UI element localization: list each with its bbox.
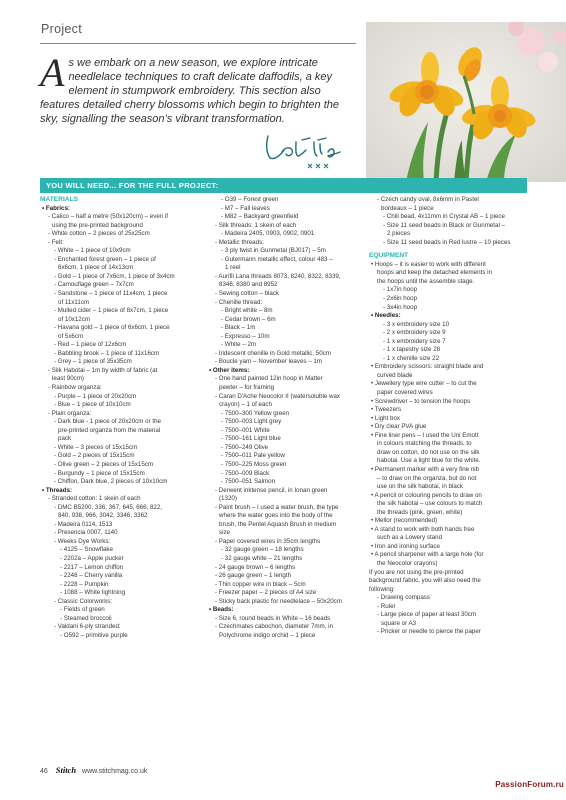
signature-text: Laetitia xxx [262,130,268,131]
list-item: - Fields of green [60,606,105,614]
list-item: - Grey – 1 piece of 35x35cm [54,358,132,366]
list-item: - 32 gauge green – 18 lengths [221,546,304,554]
list-item: - Red – 1 piece of 12x6cm [54,341,127,349]
list-item: • Permanent marker with a very fine nib [371,465,480,473]
list-item: pre-printed organza from the material [58,426,161,434]
list-item: - 1x7in hoop [383,286,418,294]
section-label: Project [41,22,83,36]
flower-photo [366,22,566,182]
list-item: - Olive green – 2 pieces of 15x15cm [54,460,154,468]
list-item: - 3 x embroidery size 10 [383,320,450,328]
list-item: - Plain organza: [48,409,92,417]
list-item: - Caran D'Ache Neocolor II (watersoluble wax [215,392,340,400]
list-item: - Chili bead, 4x11mm in Crystal AB – 1 piece [383,213,505,221]
list-item: - Rainbow organza: [48,384,102,392]
list-item: - DMC B5200, 336, 367, 645, 666, 822, [54,503,163,511]
list-item: where the water goes into the body of the [219,512,333,520]
materials-column-2 [207,196,365,640]
list-item: - Babbling brook – 1 piece of 11x16cm [54,349,160,357]
list-item: • Dry clear PVA glue [371,423,427,431]
section-heading: MATERIALS [40,196,78,203]
list-item: • Other items: [209,366,250,374]
list-item: - Boucle yarn – November leaves – 1m [215,358,322,366]
list-item: Polychrome indigo orchid – 1 piece [219,631,316,639]
list-item: background fabric, you will also need the [369,577,481,585]
list-item: • Jewellery type wire cutter – to cut the [371,380,477,388]
list-item: • A pencil sharpener with a large hole (for [371,551,484,559]
list-item: of 11x11cm [58,298,90,306]
list-item: - Madeira 2405, 0903, 0902, 0901 [221,230,315,238]
list-item: - Camouflage green – 7x7cm [54,281,134,289]
list-item: hoops and keep the detached elements in [377,269,492,277]
list-item: - Gutermann metallic effect, colour 483 – [221,255,333,263]
list-item: draw on cotton, do not use on the silk [377,448,480,456]
list-item: • A pencil or colouring pencils to draw on [371,491,482,499]
list-item: If you are not using the pre-printed [369,568,464,576]
list-item: - 2x6in hoop [383,295,418,303]
list-item: - 3x4in hoop [383,303,418,311]
list-item: • Fine liner pens – I used the Uni Emott [371,431,479,439]
list-item: - 2248 – Cherry vanilla [60,572,123,580]
list-item: - 4125 – Snowflake [60,546,113,554]
list-item: - Calico – half a metre (50x120cm) – even if [48,213,169,221]
list-item: pack [58,435,72,443]
list-item: - Pricker or needle to pierce the paper [377,628,481,636]
list-item: - Size 6, round beads in White – 16 beads [215,614,331,622]
list-item: - 2202a – Apple pucker [60,554,124,562]
site-url[interactable]: www.stitchmag.co.uk [82,768,148,775]
list-item: - Blue – 1 piece of 10x10cm [54,401,131,409]
needs-bar: YOU WILL NEED... FOR THE FULL PROJECT: [40,178,527,193]
list-item: - Freezer paper – 2 pieces of A4 size [215,589,317,597]
list-item: of 10x12cm [58,315,90,323]
brand-logo: Stitch [55,765,77,775]
list-item: - Havana gold – 1 piece of 6x6cm, 1 piece [54,324,170,332]
list-item: - Large piece of paper at least 30cm [377,611,477,619]
list-item: the threads (pink, green, white) [377,508,463,516]
list-item: - Gold – 2 pieces of 15x15cm [54,452,135,460]
list-item: - Aurifil Lana threads 8073, 8240, 8322, 8339, [215,272,341,280]
list-item: - Classic Colorworks: [54,597,113,605]
list-item: - 7500–249 Olive [221,443,269,451]
list-item: • Mellor (recommended) [371,517,438,525]
list-item: • Beads: [209,606,234,614]
list-item: - Expresso – 10m [221,332,270,340]
list-item: the Neocolor crayons) [377,559,438,567]
list-item: - Stranded cotton: 1 skein of each [48,495,141,503]
list-item: - Valdani 6-ply stranded: [54,623,121,631]
list-item: - 7500–051 Salmon [221,478,276,486]
list-item: - Sewing cotton – black [215,290,279,298]
list-item: 2 pieces [387,230,411,238]
header-rule [40,43,356,44]
page-footer [40,765,147,775]
list-item: - 2217 – Lemon chiffon [60,563,124,571]
list-item: • Embroidery scissors: straight blade and [371,363,484,371]
list-item: • Light box [371,414,400,422]
list-item: pewter – for framing [219,384,275,392]
list-item: - Cedar brown – 6m [221,315,276,323]
list-item: - 2228 – Pumpkin [60,580,109,588]
list-item: - White – 3 pieces of 15x15cm [54,443,138,451]
materials-column-1 [40,196,202,640]
list-item: 840, 938, 966, 3042, 3346, 3362 [58,512,148,520]
list-item: - 7500–161 Light blue [221,435,281,443]
list-item: - O39 – Forest green [221,196,279,203]
list-item: - Ruler [377,602,396,610]
list-item: - Sticky back plastic for needlelace – 50x20cm [215,597,342,605]
list-item: in colours matching the threads, to [377,440,472,448]
list-item: using the pre-printed background [52,221,143,229]
list-item: - Thin copper wire in black – 5cm [215,580,306,588]
list-item: square or A3 [381,619,417,627]
list-item: - White – 1 piece of 10x9cm [54,247,131,255]
list-item: - White cotton – 2 pieces of 25x25cm [48,230,150,238]
list-item: - Mulled cider – 1 piece of 8x7cm, 1 piece [54,307,169,315]
list-item: – to draw on the organza, but do not [377,474,477,482]
list-item: bordeaux – 1 piece [381,204,434,212]
list-item: - 1 x tapestry size 28 [383,346,441,354]
list-item: - Paper covered wires in 35cm lengths [215,537,321,545]
list-item: - 32 gauge white – 21 lengths [221,554,303,562]
list-item: - Enchanted forest green – 1 piece of [54,255,156,263]
list-item: the hoops until the assemble stage. [377,277,475,285]
list-item: - 7500–003 Light grey [221,418,282,426]
list-item: • Screwdriver – to tension the hoops [371,397,471,405]
list-item: 6x6cm, 1 piece of 14x13cm [58,264,134,272]
list-item: (1320) [219,495,237,503]
list-item: - 26 gauge green – 1 length [215,572,292,580]
list-item: - Chiffon, Dark blue, 2 pieces of 10x10cm [54,478,168,486]
list-item: - Steamed broccoli [60,614,112,622]
list-item: 8346, 8380 and 8952 [219,281,278,289]
list-item: - Felt: [48,238,64,246]
list-item: use on the silk habotai, in black [377,483,463,491]
list-item: - O592 – primitive purple [60,631,128,639]
list-item: such as a Lowery stand [377,534,443,542]
list-item: - 3 ply twist in Gunmetal (BJ017) – 5m [221,247,326,255]
list-item: 1 reel [225,264,241,272]
list-item: - Paint brush – I used a water brush, the type [215,503,339,511]
list-item: - 7500–011 Pale yellow [221,452,285,460]
list-item: - 1088 – White lightning [60,589,126,597]
list-item: - 7500–300 Yellow green [221,409,290,417]
list-item: size [219,529,231,537]
list-item: • Fabrics: [42,204,70,212]
list-item: - M82 – Backyard greenfield [221,213,299,221]
list-item: - Metallic threads: [215,238,264,246]
list-item: - Purple – 1 piece of 20x20cm [54,392,137,400]
list-item: - Chenille thread: [215,298,263,306]
list-item: - Madeira 0114, 1513 [54,520,113,528]
list-item: brush, the Pentel Aquash Brush in medium [219,520,337,528]
list-item: - Size 11 seed beads in Red lustre – 10 pieces [383,238,511,246]
list-item: - Size 11 seed beads in Black or Gunmetal – [383,221,505,229]
intro-paragraph [40,50,358,126]
list-item: • Iron and ironing surface [371,542,440,550]
list-item: - Drawing compass [377,594,430,602]
equipment-column-3 [369,196,527,637]
list-item: - M7 – Fall leaves [221,204,270,212]
list-item: - Gold – 1 piece of 7x6cm, 1 piece of 3x4cm [54,272,175,280]
list-item: - Presencia 0007, 1140 [54,529,118,537]
list-item: - 7500–001 White [221,426,270,434]
page-number: 46 [40,768,48,775]
list-item: • A stand to work with both hands free [371,525,475,533]
list-item: - Bright white – 8m [221,307,273,315]
list-item: - Sandstone – 1 piece of 11x4cm, 1 piece [54,290,168,298]
list-item: following: [369,585,395,593]
list-item: - Czech candy oval, 8x6mm in Pastel [377,196,479,203]
drop-cap: A [40,50,65,95]
list-item: - Burgundy – 1 piece of 15x15cm [54,469,145,477]
list-item: paper covered wires [377,389,433,397]
list-item: • Hoops – it is easier to work with different [371,260,486,268]
signature-image [262,130,344,172]
list-item: - One hand painted 12in hoop in Matter [215,375,323,383]
list-item: - 7500–009 Black [221,469,270,477]
list-item: - Black – 1m [221,324,256,332]
list-item: - 1 x chenille size 22 [383,354,440,362]
list-item: - 7500–225 Moss green [221,460,287,468]
watermark: PassionForum.ru [495,780,564,789]
list-item: of 5x6cm [58,332,84,340]
section-heading: EQUIPMENT [369,252,409,260]
list-item: the silk habotai – use colours to match [377,500,483,508]
list-item: - Derwent inktense pencil, in Ionan green [215,486,328,494]
list-item: • Threads: [42,486,73,494]
intro-text: s we embark on a new season, we explore intricate needlelace techniques to craft delicate daffodils, a key element in stumpwork embroidery. This section also features detailed cherry blossoms which begin to brighten the sky, signalling the season’s vibrant transformation. [40,57,340,125]
list-item: - 1 x embroidery size 7 [383,337,446,345]
list-item: - Dark blue - 1 piece of 20x20cm or the [54,418,161,426]
list-item: • Tweezers [371,406,402,414]
list-item: - Czechmates cabochon, diameter 7mm, in [215,623,333,631]
list-item: - Silk Habotai – 1m by width of fabric (at [48,366,158,374]
list-item: - Iridescent chenille in Gold metallic, 50cm [215,349,331,357]
list-item: crayon) – 1 of each [219,401,272,409]
list-item: - 2 x embroidery size 9 [383,329,446,337]
list-item: • Needles: [371,312,401,320]
list-item: - White – 2m [221,341,257,349]
list-item: - Silk threads: 1 skein of each [215,221,297,229]
list-item: habotai. Use a light blue for the white. [377,457,481,465]
list-item: - Weeks Dye Works: [54,537,111,545]
list-item: least 90cm) [52,375,84,383]
list-item: - 24 gauge brown – 6 lengths [215,563,296,571]
list-item: curved blade [377,371,413,379]
